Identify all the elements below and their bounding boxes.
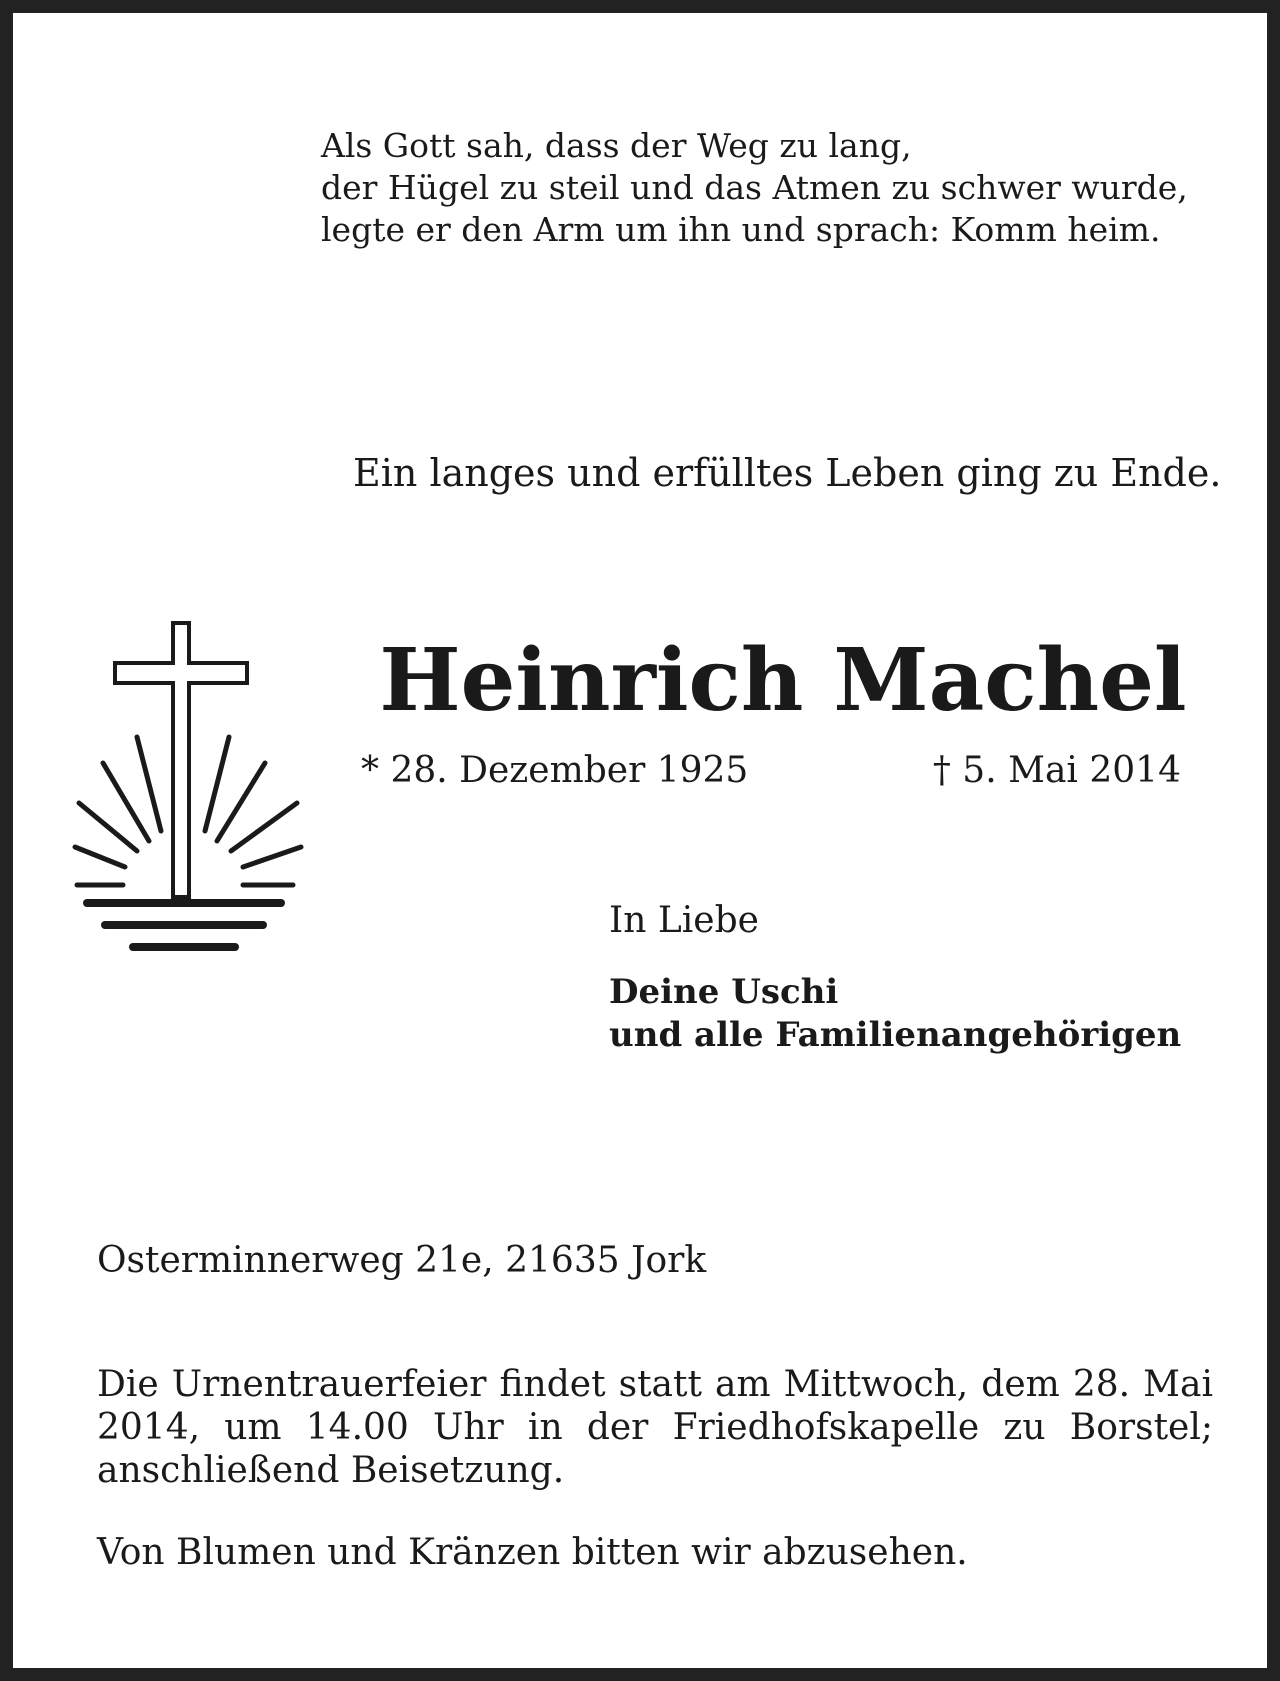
flowers-note: Von Blumen und Kränzen bitten wir abzusehen. xyxy=(97,1532,968,1573)
verse-line-1: Als Gott sah, dass der Weg zu lang, xyxy=(321,126,912,165)
ray xyxy=(75,847,125,867)
cross-sunrise-svg xyxy=(71,619,307,953)
birth-date: * 28. Dezember 1925 xyxy=(361,750,749,791)
ray xyxy=(205,737,229,831)
verse-line-2: der Hügel zu steil und das Atmen zu schwer wurde, xyxy=(321,168,1188,207)
cross-outline xyxy=(115,623,247,897)
life-line: Ein langes und erfülltes Leben ging zu Ende. xyxy=(353,451,1222,495)
mourner-line-1: Deine Uschi xyxy=(609,972,839,1012)
address: Osterminnerweg 21e, 21635 Jork xyxy=(97,1240,707,1281)
verse-line-3: legte er den Arm um ihn und sprach: Komm heim. xyxy=(321,210,1161,249)
mourner-line-2: und alle Familienangehörigen xyxy=(609,1015,1182,1055)
ray xyxy=(137,737,161,831)
verse xyxy=(321,125,1221,251)
ray xyxy=(243,847,301,867)
ray xyxy=(231,803,297,851)
deceased-name: Heinrich Machel xyxy=(379,630,1187,731)
mourners-intro: In Liebe xyxy=(609,900,759,941)
death-date: † 5. Mai 2014 xyxy=(932,750,1181,791)
mourners-signature xyxy=(609,971,1181,1057)
ceremony-notice: Die Urnentrauerfeier findet statt am Mittwoch, dem 28. Mai 2014, um 14.00 Uhr in der Friedhofskapelle zu Borstel; anschließend Beisetzung. xyxy=(97,1364,1213,1491)
cross-sunrise-icon xyxy=(71,619,307,953)
